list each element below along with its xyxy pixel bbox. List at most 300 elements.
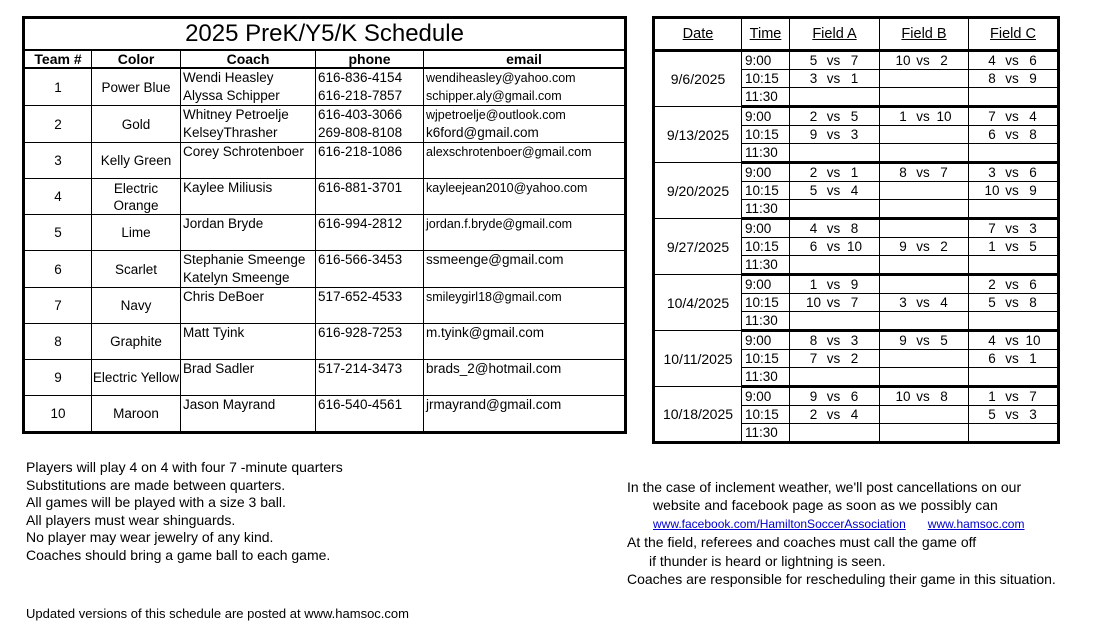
coach-name: Matt Tyink bbox=[183, 325, 245, 340]
matchup bbox=[984, 350, 1042, 367]
matchup bbox=[984, 294, 1042, 311]
team-number: 4 bbox=[24, 179, 92, 215]
away-team: 5 bbox=[1029, 239, 1037, 254]
team-color: Kelly Green bbox=[92, 143, 181, 179]
team-phones bbox=[316, 360, 424, 396]
field-c-match bbox=[969, 387, 1059, 406]
home-team: 9 bbox=[899, 333, 907, 348]
away-team: 4 bbox=[1029, 109, 1037, 124]
team-emails bbox=[424, 251, 626, 288]
field-b-match bbox=[880, 182, 969, 200]
away-team: 10 bbox=[846, 239, 863, 254]
field-c-match bbox=[969, 107, 1059, 126]
matchup bbox=[806, 238, 864, 255]
game-time: 9:00 bbox=[742, 331, 790, 350]
coach-name: KelseyThrasher bbox=[183, 125, 278, 140]
field-c-match bbox=[969, 163, 1059, 182]
matchup bbox=[895, 108, 953, 125]
game-time: 11:30 bbox=[742, 144, 790, 163]
field-a-match bbox=[790, 163, 880, 182]
vs-label: vs bbox=[916, 295, 930, 310]
matchup bbox=[806, 332, 864, 349]
field-c-match bbox=[969, 275, 1059, 294]
coach-email[interactable]: smileygirl18@gmail.com bbox=[426, 290, 562, 304]
rule-line: All players must wear shinguards. bbox=[26, 511, 236, 528]
field-b-match bbox=[880, 219, 969, 238]
game-time: 9:00 bbox=[742, 387, 790, 406]
field-b-match bbox=[880, 406, 969, 424]
team-number: 9 bbox=[24, 360, 92, 396]
team-emails bbox=[424, 106, 626, 143]
coach-phone: 616-994-2812 bbox=[318, 216, 403, 231]
team-row bbox=[24, 360, 626, 396]
team-color: Scarlet bbox=[92, 251, 181, 288]
game-date: 9/6/2025 bbox=[654, 51, 742, 107]
field-c-match bbox=[969, 182, 1059, 200]
field-b-match bbox=[880, 294, 969, 312]
away-team: 3 bbox=[850, 127, 859, 142]
home-team: 2 bbox=[809, 165, 818, 180]
team-phones bbox=[316, 106, 424, 143]
vs-label: vs bbox=[916, 165, 930, 180]
coach-phone: 269-808-8108 bbox=[318, 125, 403, 140]
field-c-match bbox=[969, 200, 1059, 219]
vs-label: vs bbox=[1005, 239, 1019, 254]
matchup bbox=[806, 388, 864, 405]
field-a-match bbox=[790, 51, 880, 70]
away-team: 7 bbox=[1029, 389, 1037, 404]
home-team: 6 bbox=[988, 127, 996, 142]
team-number: 10 bbox=[24, 396, 92, 433]
field-a-match bbox=[790, 126, 880, 144]
team-emails bbox=[424, 324, 626, 360]
matchup bbox=[806, 70, 864, 87]
team-phones bbox=[316, 396, 424, 433]
team-number: 3 bbox=[24, 143, 92, 179]
team-row bbox=[24, 324, 626, 360]
coach-name: Chris DeBoer bbox=[183, 289, 265, 304]
game-date: 10/11/2025 bbox=[654, 331, 742, 387]
away-team: 4 bbox=[940, 295, 948, 310]
team-color: Power Blue bbox=[92, 68, 181, 106]
home-team: 1 bbox=[988, 389, 996, 404]
away-team: 9 bbox=[1029, 183, 1037, 198]
away-team: 7 bbox=[850, 53, 859, 68]
rule-line: Players will play 4 on 4 with four 7 -minute quarters bbox=[26, 459, 343, 475]
team-emails bbox=[424, 68, 626, 106]
vs-label: vs bbox=[826, 221, 841, 236]
game-date: 10/18/2025 bbox=[654, 387, 742, 443]
coach-email[interactable]: brads_2@hotmail.com bbox=[426, 361, 562, 376]
home-team: 9 bbox=[809, 389, 818, 404]
home-team: 9 bbox=[809, 127, 818, 142]
home-team: 2 bbox=[809, 109, 818, 124]
home-team: 4 bbox=[988, 333, 996, 348]
away-team: 3 bbox=[1029, 407, 1037, 422]
home-team: 6 bbox=[809, 239, 818, 254]
home-team: 10 bbox=[984, 183, 1000, 198]
team-row bbox=[24, 68, 626, 106]
coach-phone: 616-218-1086 bbox=[318, 144, 403, 159]
team-coaches bbox=[181, 396, 316, 433]
matchup bbox=[806, 164, 864, 181]
vs-label: vs bbox=[826, 183, 841, 198]
team-emails bbox=[424, 215, 626, 251]
game-time: 10:15 bbox=[742, 70, 790, 88]
vs-label: vs bbox=[916, 53, 930, 68]
field-c-match bbox=[969, 219, 1059, 238]
home-team: 5 bbox=[988, 407, 996, 422]
field-c-match bbox=[969, 256, 1059, 275]
footer-note: Updated versions of this schedule are posted at www.hamsoc.com bbox=[26, 606, 409, 621]
vs-label: vs bbox=[826, 333, 841, 348]
field-a-match bbox=[790, 275, 880, 294]
vs-label: vs bbox=[826, 295, 841, 310]
coach-name: Katelyn Smeenge bbox=[183, 270, 290, 285]
team-phones bbox=[316, 215, 424, 251]
field-c-match bbox=[969, 312, 1059, 331]
vs-label: vs bbox=[1005, 221, 1019, 236]
team-row bbox=[24, 179, 626, 215]
team-number: 6 bbox=[24, 251, 92, 288]
team-coaches bbox=[181, 360, 316, 396]
matchup bbox=[984, 332, 1042, 349]
coach-name: Jason Mayrand bbox=[183, 397, 276, 412]
team-number: 2 bbox=[24, 106, 92, 143]
away-team: 2 bbox=[850, 351, 859, 366]
coach-phone: 616-928-7253 bbox=[318, 325, 403, 340]
vs-label: vs bbox=[826, 109, 841, 124]
matchup bbox=[984, 276, 1042, 293]
team-row bbox=[24, 106, 626, 143]
field-a-match bbox=[790, 200, 880, 219]
home-team: 5 bbox=[988, 295, 996, 310]
away-team: 1 bbox=[850, 165, 859, 180]
vs-label: vs bbox=[826, 53, 841, 68]
vs-label: vs bbox=[1005, 333, 1019, 348]
team-number: 7 bbox=[24, 288, 92, 324]
home-team: 10 bbox=[895, 389, 911, 404]
field-a-match bbox=[790, 88, 880, 107]
home-team: 10 bbox=[805, 295, 822, 310]
away-team: 8 bbox=[1029, 127, 1037, 142]
team-number: 1 bbox=[24, 68, 92, 106]
game-time: 9:00 bbox=[742, 219, 790, 238]
home-team: 4 bbox=[809, 221, 818, 236]
matchup bbox=[806, 52, 864, 69]
field-a-match bbox=[790, 256, 880, 275]
team-color: Maroon bbox=[92, 396, 181, 433]
coach-name: Brad Sadler bbox=[183, 361, 255, 376]
vs-label: vs bbox=[826, 389, 841, 404]
coach-email[interactable]: jordan.f.bryde@gmail.com bbox=[426, 217, 573, 231]
game-date: 10/4/2025 bbox=[654, 275, 742, 331]
home-team: 8 bbox=[809, 333, 818, 348]
team-color: Electric Yellow bbox=[92, 360, 181, 396]
team-emails bbox=[424, 396, 626, 433]
teams-header-4: email bbox=[424, 50, 626, 68]
matchup bbox=[984, 388, 1042, 405]
game-time: 10:15 bbox=[742, 350, 790, 368]
games-header-4: Field C bbox=[969, 18, 1059, 51]
field-a-match bbox=[790, 368, 880, 387]
away-team: 8 bbox=[1029, 295, 1037, 310]
game-date: 9/13/2025 bbox=[654, 107, 742, 163]
vs-label: vs bbox=[1005, 53, 1019, 68]
vs-label: vs bbox=[1005, 407, 1019, 422]
team-phones bbox=[316, 179, 424, 215]
matchup bbox=[984, 164, 1042, 181]
matchup bbox=[895, 294, 953, 311]
team-color: Navy bbox=[92, 288, 181, 324]
field-a-match bbox=[790, 424, 880, 443]
game-time: 11:30 bbox=[742, 256, 790, 275]
game-time: 11:30 bbox=[742, 200, 790, 219]
game-date: 9/20/2025 bbox=[654, 163, 742, 219]
away-team: 5 bbox=[850, 109, 859, 124]
games-header-3: Field B bbox=[880, 18, 969, 51]
away-team: 5 bbox=[940, 333, 948, 348]
coach-email[interactable]: k6ford@gmail.com bbox=[426, 125, 539, 140]
field-a-match bbox=[790, 387, 880, 406]
away-team: 6 bbox=[1029, 53, 1037, 68]
matchup bbox=[984, 182, 1042, 199]
field-b-match bbox=[880, 350, 969, 368]
vs-label: vs bbox=[826, 165, 841, 180]
home-team: 7 bbox=[988, 109, 996, 124]
team-emails bbox=[424, 143, 626, 179]
teams-table bbox=[22, 16, 627, 434]
vs-label: vs bbox=[826, 71, 841, 86]
coach-phone: 616-881-3701 bbox=[318, 180, 403, 195]
away-team: 6 bbox=[1029, 277, 1037, 292]
game-time: 9:00 bbox=[742, 163, 790, 182]
field-c-match bbox=[969, 331, 1059, 350]
field-b-match bbox=[880, 163, 969, 182]
matchup bbox=[806, 126, 864, 143]
vs-label: vs bbox=[1005, 351, 1019, 366]
coach-phone: 517-214-3473 bbox=[318, 361, 403, 376]
team-coaches bbox=[181, 179, 316, 215]
field-b-match bbox=[880, 126, 969, 144]
matchup bbox=[806, 276, 864, 293]
coach-name: Stephanie Smeenge bbox=[183, 252, 306, 267]
field-b-match bbox=[880, 424, 969, 443]
weather-line-5: Coaches are responsible for rescheduling their game in this situation. bbox=[627, 571, 1056, 588]
team-emails bbox=[424, 360, 626, 396]
team-phones bbox=[316, 288, 424, 324]
matchup bbox=[806, 406, 864, 423]
home-team: 3 bbox=[988, 165, 996, 180]
game-time: 10:15 bbox=[742, 294, 790, 312]
matchup bbox=[984, 406, 1042, 423]
field-b-match bbox=[880, 275, 969, 294]
game-time: 10:15 bbox=[742, 238, 790, 256]
coach-email[interactable]: m.tyink@gmail.com bbox=[426, 325, 544, 340]
away-team: 7 bbox=[850, 295, 859, 310]
home-team: 6 bbox=[988, 351, 996, 366]
teams-header-2: Coach bbox=[181, 50, 316, 68]
teams-header-row bbox=[24, 50, 626, 68]
team-emails bbox=[424, 179, 626, 215]
games-header-row bbox=[654, 18, 1059, 51]
away-team: 7 bbox=[940, 165, 948, 180]
field-a-match bbox=[790, 312, 880, 331]
team-emails bbox=[424, 288, 626, 324]
away-team: 9 bbox=[850, 277, 859, 292]
field-c-match bbox=[969, 144, 1059, 163]
coach-email[interactable]: wendiheasley@yahoo.com bbox=[426, 71, 576, 85]
home-team: 5 bbox=[809, 183, 818, 198]
field-b-match bbox=[880, 144, 969, 163]
vs-label: vs bbox=[826, 407, 841, 422]
game-slot-row bbox=[654, 387, 1059, 406]
coach-email[interactable]: schipper.aly@gmail.com bbox=[426, 89, 562, 103]
game-time: 10:15 bbox=[742, 182, 790, 200]
team-color: Electric Orange bbox=[92, 179, 181, 215]
home-team: 2 bbox=[988, 277, 996, 292]
matchup bbox=[984, 238, 1042, 255]
matchup bbox=[984, 220, 1042, 237]
team-row bbox=[24, 143, 626, 179]
rule-line: Coaches should bring a game ball to each game. bbox=[26, 546, 331, 563]
team-color: Graphite bbox=[92, 324, 181, 360]
rule-line: No player may wear jewelry of any kind. bbox=[26, 529, 274, 546]
away-team: 4 bbox=[850, 407, 859, 422]
field-b-match bbox=[880, 200, 969, 219]
team-coaches bbox=[181, 324, 316, 360]
coach-phone: 616-218-7857 bbox=[318, 88, 403, 103]
vs-label: vs bbox=[1005, 277, 1019, 292]
team-phones bbox=[316, 324, 424, 360]
games-table bbox=[652, 16, 1060, 444]
teams-header-1: Color bbox=[92, 50, 181, 68]
matchup bbox=[984, 108, 1042, 125]
team-coaches bbox=[181, 288, 316, 324]
field-b-match bbox=[880, 331, 969, 350]
vs-label: vs bbox=[916, 239, 930, 254]
vs-label: vs bbox=[1005, 165, 1019, 180]
away-team: 8 bbox=[850, 221, 859, 236]
schedule-title: 2025 PreK/Y5/K Schedule bbox=[24, 18, 626, 51]
weather-notice bbox=[627, 478, 1056, 588]
game-time: 9:00 bbox=[742, 275, 790, 294]
field-b-match bbox=[880, 368, 969, 387]
teams-header-0: Team # bbox=[24, 50, 92, 68]
team-coaches bbox=[181, 143, 316, 179]
coach-name: Jordan Bryde bbox=[183, 216, 264, 231]
team-phones bbox=[316, 68, 424, 106]
coach-email[interactable]: ssmeenge@gmail.com bbox=[426, 252, 564, 267]
game-time: 11:30 bbox=[742, 312, 790, 331]
home-team: 8 bbox=[988, 71, 996, 86]
field-c-match bbox=[969, 294, 1059, 312]
field-a-match bbox=[790, 182, 880, 200]
away-team: 4 bbox=[850, 183, 859, 198]
field-a-match bbox=[790, 331, 880, 350]
teams-header-3: phone bbox=[316, 50, 424, 68]
field-c-match bbox=[969, 51, 1059, 70]
away-team: 10 bbox=[1025, 333, 1041, 348]
matchup bbox=[806, 182, 864, 199]
coach-email[interactable]: alexschrotenboer@gmail.com bbox=[426, 145, 592, 159]
game-time: 10:15 bbox=[742, 406, 790, 424]
coach-phone: 616-403-3066 bbox=[318, 107, 403, 122]
team-row bbox=[24, 215, 626, 251]
home-team: 1 bbox=[899, 109, 907, 124]
coach-name: Corey Schrotenboer bbox=[183, 144, 304, 159]
away-team: 1 bbox=[850, 71, 859, 86]
home-team: 10 bbox=[895, 53, 911, 68]
matchup bbox=[895, 388, 953, 405]
field-a-match bbox=[790, 350, 880, 368]
game-time: 11:30 bbox=[742, 88, 790, 107]
field-b-match bbox=[880, 88, 969, 107]
home-team: 9 bbox=[899, 239, 907, 254]
games-header-1: Time bbox=[742, 18, 790, 51]
team-phones bbox=[316, 251, 424, 288]
facebook-link[interactable]: www.facebook.com/HamiltonSoccerAssociation bbox=[653, 516, 906, 531]
field-c-match bbox=[969, 238, 1059, 256]
matchup bbox=[806, 350, 864, 367]
vs-label: vs bbox=[1005, 71, 1019, 86]
game-time: 10:15 bbox=[742, 126, 790, 144]
hamsoc-link[interactable]: www.hamsoc.com bbox=[927, 516, 1025, 531]
vs-label: vs bbox=[1005, 183, 1019, 198]
away-team: 6 bbox=[850, 389, 859, 404]
matchup bbox=[806, 294, 864, 311]
weather-line-1: In the case of inclement weather, we'll post cancellations on our bbox=[627, 479, 1022, 495]
field-a-match bbox=[790, 219, 880, 238]
team-number: 5 bbox=[24, 215, 92, 251]
team-row bbox=[24, 251, 626, 288]
game-slot-row bbox=[654, 107, 1059, 126]
vs-label: vs bbox=[826, 239, 841, 254]
rules-list bbox=[26, 459, 343, 565]
home-team: 1 bbox=[988, 239, 996, 254]
team-color: Lime bbox=[92, 215, 181, 251]
team-phones bbox=[316, 143, 424, 179]
field-a-match bbox=[790, 238, 880, 256]
coach-email[interactable]: wjpetroelje@outlook.com bbox=[426, 108, 566, 122]
coach-name: Alyssa Schipper bbox=[183, 88, 280, 103]
field-c-match bbox=[969, 126, 1059, 144]
matchup bbox=[806, 108, 864, 125]
field-b-match bbox=[880, 70, 969, 88]
matchup bbox=[806, 220, 864, 237]
game-time: 9:00 bbox=[742, 51, 790, 70]
field-a-match bbox=[790, 107, 880, 126]
team-number: 8 bbox=[24, 324, 92, 360]
away-team: 9 bbox=[1029, 71, 1037, 86]
coach-phone: 616-836-4154 bbox=[318, 70, 403, 85]
matchup bbox=[895, 52, 953, 69]
away-team: 3 bbox=[850, 333, 859, 348]
vs-label: vs bbox=[826, 351, 841, 366]
coach-email[interactable]: kayleejean2010@yahoo.com bbox=[426, 181, 588, 195]
field-c-match bbox=[969, 368, 1059, 387]
vs-label: vs bbox=[1005, 127, 1019, 142]
rule-line: Substitutions are made between quarters. bbox=[26, 476, 286, 493]
coach-phone: 517-652-4533 bbox=[318, 289, 403, 304]
away-team: 10 bbox=[936, 109, 952, 124]
away-team: 8 bbox=[940, 389, 948, 404]
field-a-match bbox=[790, 144, 880, 163]
weather-line-4: if thunder is heard or lightning is seen. bbox=[649, 552, 886, 569]
coach-email[interactable]: jrmayrand@gmail.com bbox=[426, 397, 562, 412]
home-team: 7 bbox=[988, 221, 996, 236]
weather-line-3: At the field, referees and coaches must call the game off bbox=[627, 534, 977, 551]
